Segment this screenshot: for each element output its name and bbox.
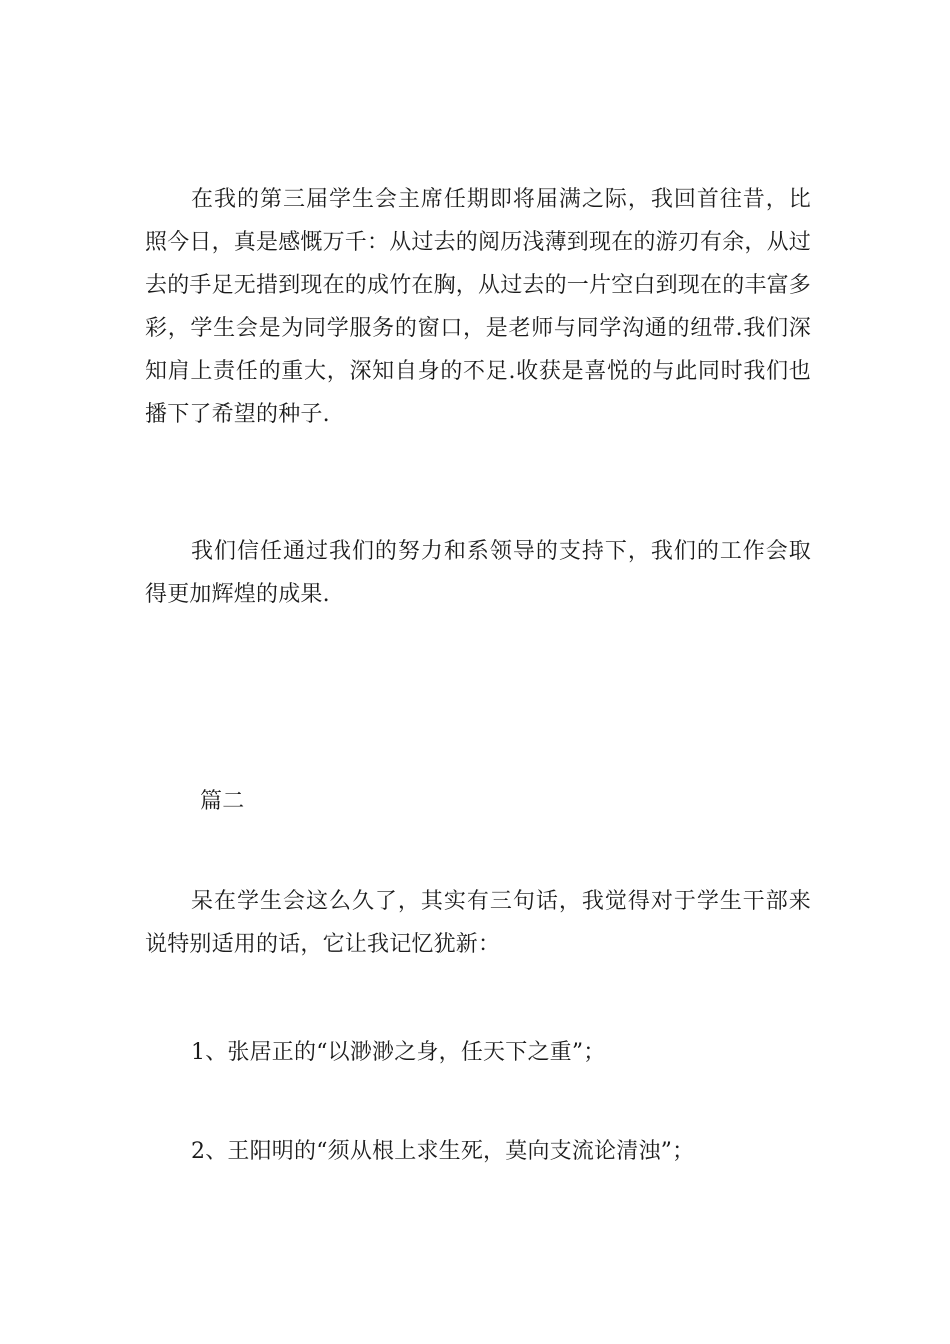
paragraph-intro-quotes: 呆在学生会这么久了，其实有三句话，我觉得对于学生干部来说特别适用的话，它让我记忆犹新： (145, 889, 811, 957)
list-item-quote-2: 2、王阳明的“须从根上求生死，莫向支流论清浊”； (191, 1139, 695, 1164)
paragraph-reflection: 在我的第三届学生会主席任期即将届满之际，我回首往昔，比照今日，真是感慨万千：从过去的阅历浅薄到现在的游刃有余，从过去的手足无措到现在的成竹在胸，从过去的一片空白到现在的丰富多彩，学生会是为同学服务的窗口，是老师与同学沟通的纽带.我们深知肩上责任的重大，深知自身的不足.收获是喜悦的与此同时我们也播下了希望的种子. (145, 187, 812, 427)
section-heading: 篇二 (200, 789, 245, 814)
paragraph-outlook: 我们信任通过我们的努力和系领导的支持下，我们的工作会取得更加辉煌的成果. (145, 539, 811, 607)
list-item-quote-1: 1、张居正的“以渺渺之身，任天下之重”； (191, 1040, 606, 1065)
